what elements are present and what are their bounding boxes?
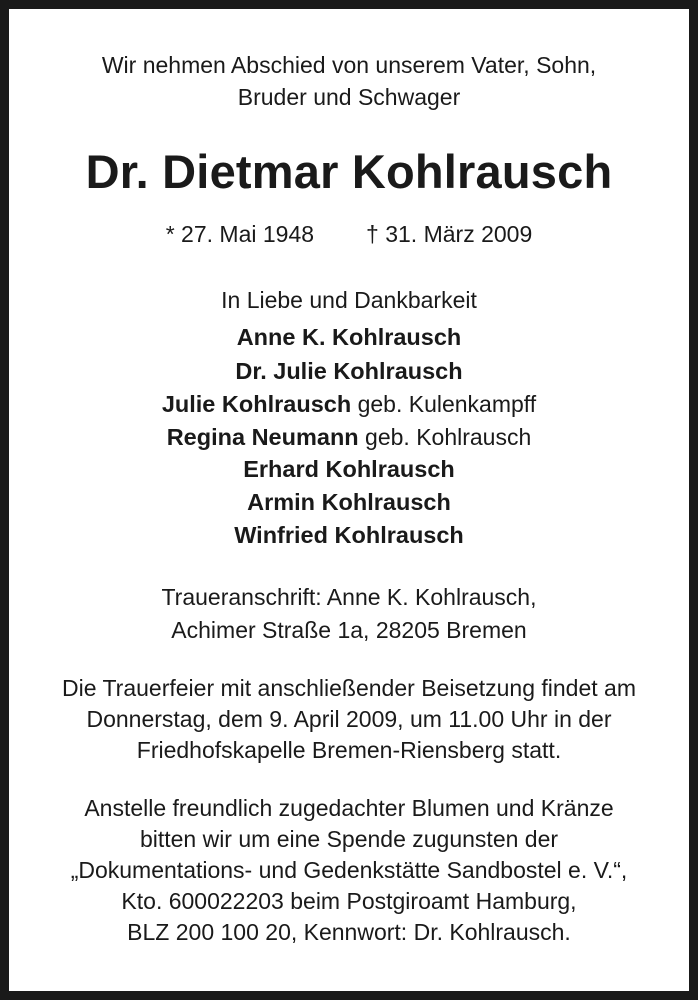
deceased-name: Dr. Dietmar Kohlrausch bbox=[85, 145, 613, 198]
mourner-name: Julie Kohlrausch bbox=[161, 391, 352, 417]
address-line: Traueranschrift: Anne K. Kohlrausch, bbox=[161, 584, 537, 610]
mourner-line bbox=[9, 489, 689, 516]
donation-line: BLZ 200 100 20, Kennwort: Dr. Kohlrausch. bbox=[127, 919, 571, 945]
address-line: Achimer Straße 1a, 28205 Bremen bbox=[171, 617, 527, 643]
dedication: In Liebe und Dankbarkeit bbox=[221, 287, 477, 313]
ceremony-line: Friedhofskapelle Bremen-Riensberg statt. bbox=[136, 737, 562, 763]
ceremony-line: Donnerstag, dem 9. April 2009, um 11.00 Uhr in der bbox=[86, 706, 612, 732]
donation-line: „Dokumentations- und Gedenkstätte Sandbostel e. V.“, bbox=[70, 857, 628, 883]
ceremony-line: Die Trauerfeier mit anschließender Beisetzung findet am bbox=[61, 675, 636, 701]
mourner-name: Winfried Kohlrausch bbox=[234, 522, 464, 548]
mourner-line bbox=[9, 391, 689, 418]
mourner-line bbox=[9, 324, 689, 351]
mourner-suffix: geb. Kohlrausch bbox=[358, 424, 532, 450]
mourner-name: Regina Neumann bbox=[166, 424, 359, 450]
mourner-name: Erhard Kohlrausch bbox=[243, 456, 455, 482]
mourner-line bbox=[9, 424, 689, 451]
birth-date: * 27. Mai 1948 bbox=[165, 221, 315, 247]
mourner-name: Dr. Julie Kohlrausch bbox=[235, 358, 463, 384]
mourner-line bbox=[9, 358, 689, 385]
mourner-line bbox=[9, 522, 689, 549]
death-date: † 31. März 2009 bbox=[366, 221, 533, 247]
mourner-name: Armin Kohlrausch bbox=[247, 489, 451, 515]
mourner-line bbox=[9, 456, 689, 483]
intro-line: Bruder und Schwager bbox=[237, 84, 461, 110]
donation-line: Anstelle freundlich zugedachter Blumen und Kränze bbox=[84, 795, 614, 821]
mourner-name: Anne K. Kohlrausch bbox=[236, 324, 462, 350]
intro-line: Wir nehmen Abschied von unserem Vater, Sohn, bbox=[101, 52, 597, 78]
donation-line: bitten wir um eine Spende zugunsten der bbox=[139, 826, 559, 852]
life-dates bbox=[9, 221, 689, 248]
donation-line: Kto. 600022203 beim Postgiroamt Hamburg, bbox=[121, 888, 577, 914]
mourner-suffix: geb. Kulenkampff bbox=[351, 391, 537, 417]
